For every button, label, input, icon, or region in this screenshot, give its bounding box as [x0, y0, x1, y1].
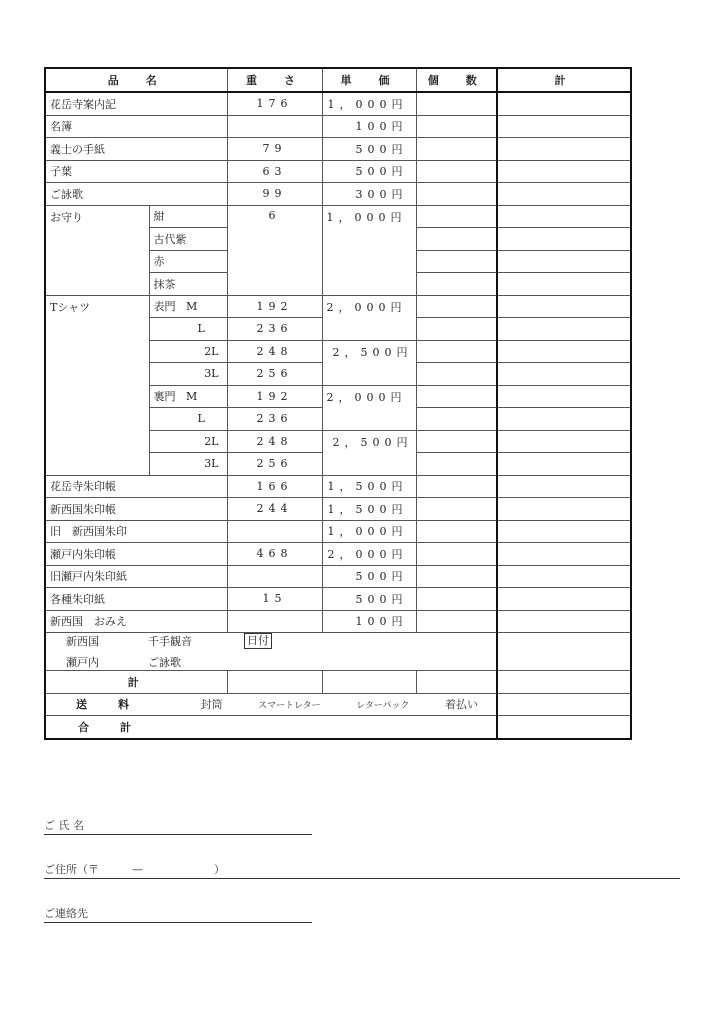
table-row — [45, 183, 631, 206]
sum-total-cell[interactable] — [497, 671, 631, 694]
order-form — [44, 67, 630, 740]
header-row — [45, 68, 631, 92]
item-price: 2，500円 — [322, 340, 416, 385]
shipping-total-cell[interactable] — [497, 693, 631, 716]
quantity-cell[interactable] — [416, 205, 497, 228]
subtotal-cell[interactable] — [497, 453, 631, 476]
table-row — [45, 160, 631, 183]
subtotal-cell[interactable] — [497, 475, 631, 498]
size-label: 3L — [149, 453, 227, 476]
sum-label: 計 — [45, 671, 227, 694]
subtotal-cell[interactable] — [497, 565, 631, 588]
item-name: 旧 新西国朱印 — [45, 520, 227, 543]
quantity-cell[interactable] — [416, 340, 497, 363]
postal-dash: — — [132, 863, 143, 876]
item-name: お守り — [45, 205, 149, 295]
quantity-cell[interactable] — [416, 610, 497, 633]
address-label: ご住所（〒 — [44, 863, 99, 876]
table-row — [45, 295, 631, 318]
quantity-cell[interactable] — [416, 273, 497, 296]
subtotal-cell[interactable] — [497, 610, 631, 633]
header-subtotal: 計 — [497, 68, 631, 92]
sum-quantity-cell[interactable] — [416, 671, 497, 694]
color-option: 抹茶 — [149, 273, 227, 296]
quantity-cell[interactable] — [416, 363, 497, 386]
date-box[interactable]: 日付 — [244, 633, 272, 649]
size-option — [149, 385, 227, 408]
shipping-option-envelope[interactable]: 封筒 — [200, 698, 223, 712]
name-field[interactable] — [44, 818, 312, 835]
grand-total-cell[interactable] — [497, 716, 631, 739]
item-price: 2，000円 — [322, 295, 416, 340]
item-name: 子葉 — [45, 160, 227, 183]
size-label: M — [186, 300, 198, 314]
table-row — [45, 138, 631, 161]
order-table — [44, 67, 632, 740]
subtotal-cell[interactable] — [497, 138, 631, 161]
item-weight: 79 — [227, 138, 322, 161]
item-price: 100円 — [322, 610, 416, 633]
note-senju-kannon: 千手観音 — [148, 635, 192, 648]
item-name: Tシャツ — [45, 295, 149, 475]
item-price: 500円 — [322, 565, 416, 588]
item-price: 500円 — [322, 160, 416, 183]
item-weight: 244 — [227, 498, 322, 521]
quantity-cell[interactable] — [416, 228, 497, 251]
shipping-cell — [45, 693, 497, 716]
sum-row — [45, 671, 631, 694]
item-price: 500円 — [322, 588, 416, 611]
quantity-cell[interactable] — [416, 115, 497, 138]
item-weight: 192 — [227, 385, 322, 408]
subtotal-cell[interactable] — [497, 250, 631, 273]
quantity-cell[interactable] — [416, 543, 497, 566]
header-unit-price: 単 価 — [322, 68, 416, 92]
subtotal-cell[interactable] — [497, 228, 631, 251]
subtotal-cell[interactable] — [497, 205, 631, 228]
color-option: 紺 — [149, 205, 227, 228]
subtotal-cell[interactable] — [497, 520, 631, 543]
shipping-row — [45, 693, 631, 716]
table-row — [45, 565, 631, 588]
item-weight — [227, 520, 322, 543]
subtotal-cell[interactable] — [497, 543, 631, 566]
shipping-option-smart-letter[interactable]: スマートレター — [258, 700, 321, 711]
subtotal-cell[interactable] — [497, 588, 631, 611]
table-row — [45, 588, 631, 611]
table-row — [45, 610, 631, 633]
table-row — [45, 498, 631, 521]
item-weight: 236 — [227, 318, 322, 341]
total-row — [45, 716, 631, 739]
subtotal-cell[interactable] — [497, 318, 631, 341]
quantity-cell[interactable] — [416, 92, 497, 115]
item-name: 花岳寺朱印帳 — [45, 475, 227, 498]
quantity-cell[interactable] — [416, 183, 497, 206]
table-row — [45, 205, 631, 228]
quantity-cell[interactable] — [416, 588, 497, 611]
subtotal-cell[interactable] — [497, 115, 631, 138]
sum-price-cell[interactable] — [322, 671, 416, 694]
name-label: ご 氏 名 — [44, 818, 312, 835]
quantity-cell[interactable] — [416, 318, 497, 341]
quantity-cell[interactable] — [416, 430, 497, 453]
shipping-label: 送 料 — [76, 698, 139, 712]
quantity-cell[interactable] — [416, 565, 497, 588]
subtotal-cell[interactable] — [497, 363, 631, 386]
color-option: 赤 — [149, 250, 227, 273]
subtotal-cell[interactable] — [497, 295, 631, 318]
color-option: 古代紫 — [149, 228, 227, 251]
subtotal-cell[interactable] — [497, 498, 631, 521]
item-price: 300円 — [322, 183, 416, 206]
quantity-cell[interactable] — [416, 453, 497, 476]
quantity-cell[interactable] — [416, 295, 497, 318]
sum-weight-cell[interactable] — [227, 671, 322, 694]
header-quantity: 個 数 — [416, 68, 497, 92]
notes-row — [45, 633, 631, 671]
item-weight: 468 — [227, 543, 322, 566]
item-name: ご詠歌 — [45, 183, 227, 206]
note-shin-saigoku: 新西国 — [66, 635, 99, 648]
table-row — [45, 543, 631, 566]
item-name: 名簿 — [45, 115, 227, 138]
item-name: 各種朱印紙 — [45, 588, 227, 611]
item-weight: 6 — [227, 205, 322, 295]
item-weight: 63 — [227, 160, 322, 183]
item-price: 1，500円 — [322, 475, 416, 498]
size-label: L — [149, 408, 227, 431]
subtotal-cell[interactable] — [497, 430, 631, 453]
quantity-cell[interactable] — [416, 498, 497, 521]
quantity-cell[interactable] — [416, 385, 497, 408]
address-line — [44, 862, 680, 879]
size-label: 3L — [149, 363, 227, 386]
shipping-option-cod[interactable]: 着払い — [444, 698, 478, 712]
note-setouchi: 瀬戸内 — [66, 656, 99, 669]
item-weight: 166 — [227, 475, 322, 498]
size-label: M — [186, 390, 198, 404]
size-label: 2L — [149, 430, 227, 453]
table-row — [45, 115, 631, 138]
table-row — [45, 520, 631, 543]
note-goeika: ご詠歌 — [148, 656, 181, 669]
item-price: 2，000円 — [322, 385, 416, 430]
item-weight: 256 — [227, 453, 322, 476]
item-name: 瀬戸内朱印帳 — [45, 543, 227, 566]
contact-field[interactable] — [44, 906, 312, 923]
item-weight — [227, 565, 322, 588]
subtotal-cell[interactable] — [497, 408, 631, 431]
item-price: 2，000円 — [322, 543, 416, 566]
subtotal-cell[interactable] — [497, 92, 631, 115]
item-price: 1，000円 — [322, 205, 416, 295]
item-weight: 192 — [227, 295, 322, 318]
item-weight: 176 — [227, 92, 322, 115]
subtotal-cell[interactable] — [497, 385, 631, 408]
item-price: 1，500円 — [322, 498, 416, 521]
quantity-cell[interactable] — [416, 250, 497, 273]
notes-cell[interactable] — [45, 633, 497, 671]
item-weight: 99 — [227, 183, 322, 206]
item-price: 2，500円 — [322, 430, 416, 475]
subtotal-cell[interactable] — [497, 273, 631, 296]
quantity-cell[interactable] — [416, 520, 497, 543]
item-price: 100円 — [322, 115, 416, 138]
quantity-cell[interactable] — [416, 408, 497, 431]
table-row — [45, 475, 631, 498]
item-name: 義士の手紙 — [45, 138, 227, 161]
subtotal-cell[interactable] — [497, 160, 631, 183]
gate-label: 表門 — [153, 300, 176, 314]
item-price: 1，000円 — [322, 520, 416, 543]
gate-label: 裏門 — [153, 390, 176, 404]
item-weight — [227, 115, 322, 138]
contact-label: ご連絡先 — [44, 906, 312, 923]
item-price: 1，000円 — [322, 92, 416, 115]
shipping-option-letter-pack[interactable]: レターパック — [356, 700, 410, 711]
header-item: 品 名 — [45, 68, 227, 92]
quantity-cell[interactable] — [416, 160, 497, 183]
address-close: ） — [214, 863, 225, 876]
header-weight: 重 さ — [227, 68, 322, 92]
item-weight: 256 — [227, 363, 322, 386]
total-label: 合 計 — [45, 716, 497, 739]
size-label: L — [149, 318, 227, 341]
subtotal-cell[interactable] — [497, 183, 631, 206]
item-name: 新西国朱印帳 — [45, 498, 227, 521]
item-weight: 248 — [227, 340, 322, 363]
item-weight: 15 — [227, 588, 322, 611]
size-label: 2L — [149, 340, 227, 363]
address-field[interactable] — [44, 862, 680, 879]
item-name: 旧瀬戸内朱印紙 — [45, 565, 227, 588]
notes-subtotal-cell[interactable] — [497, 633, 631, 671]
quantity-cell[interactable] — [416, 475, 497, 498]
item-name: 新西国 おみえ — [45, 610, 227, 633]
item-weight — [227, 610, 322, 633]
item-name: 花岳寺案内記 — [45, 92, 227, 115]
subtotal-cell[interactable] — [497, 340, 631, 363]
item-price: 500円 — [322, 138, 416, 161]
item-weight: 248 — [227, 430, 322, 453]
table-row — [45, 92, 631, 115]
item-weight: 236 — [227, 408, 322, 431]
quantity-cell[interactable] — [416, 138, 497, 161]
size-option — [149, 295, 227, 318]
